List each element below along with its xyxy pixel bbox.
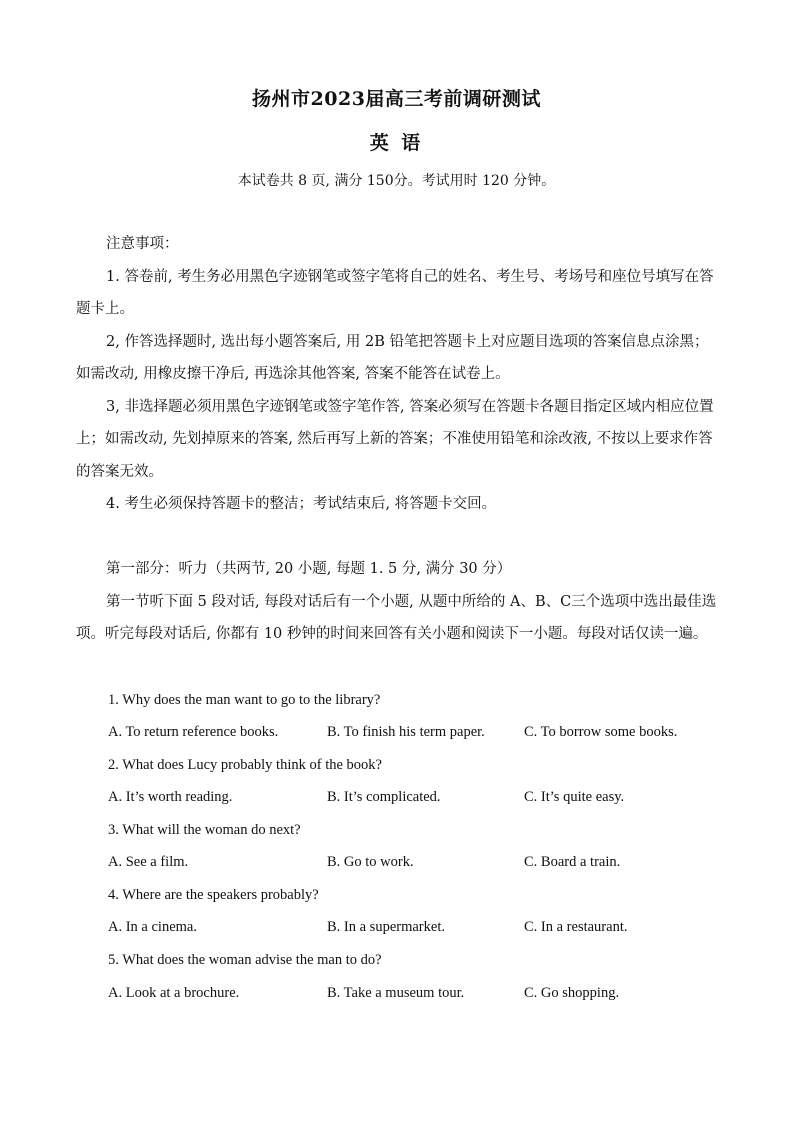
question-2-option-c: C. It’s quite easy. xyxy=(524,789,625,805)
note-item-1: 1. 答卷前, 考生务必用黑色字迹钢笔或签字笔将自己的姓名、考生号、考场号和座位号填写在答题卡上。 xyxy=(76,268,714,317)
question-4: 4. Where are the speakers probably? xyxy=(108,887,319,903)
question-2: 2. What does Lucy probably think of the book? xyxy=(108,757,382,773)
question-5: 5. What does the woman advise the man to do? xyxy=(108,952,382,968)
question-3-option-a: A. See a film. xyxy=(108,854,189,870)
question-2-option-a: A. It’s worth reading. xyxy=(108,789,233,805)
question-4-option-b: B. In a supermarket. xyxy=(327,919,445,935)
subject-title: 英 语 xyxy=(369,132,424,154)
question-5-option-b: B. Take a museum tour. xyxy=(327,985,465,1001)
notes-heading: 注意事项： xyxy=(106,236,179,252)
question-4-option-c: C. In a restaurant. xyxy=(524,919,628,935)
question-1-option-b: B. To finish his term paper. xyxy=(327,724,485,740)
section1-intro: 第一节听下面 5 段对话, 每段对话后有一个小题, 从题中所给的 A、B、C三个选项中选出最佳选项。听完每段对话后, 你都有 10 秒钟的时间来回答有关小题和阅读下一小题。每段对话仅读一遍。 xyxy=(76,593,717,642)
part1-section xyxy=(76,553,720,651)
question-3: 3. What will the woman do next? xyxy=(108,822,301,838)
question-1-option-a: A. To return reference books. xyxy=(108,724,279,740)
question-1-option-c: C. To borrow some books. xyxy=(524,724,678,740)
question-5-option-c: C. Go shopping. xyxy=(524,985,620,1001)
exam-info: 本试卷共 8 页, 满分 150分。考试用时 120 分钟。 xyxy=(237,173,556,189)
note-item-4: 4. 考生必须保持答题卡的整洁；考试结束后, 将答题卡交回。 xyxy=(106,496,497,512)
question-5-option-a: A. Look at a brochure. xyxy=(108,985,240,1001)
page-title: 扬州市2023届高三考前调研测试 xyxy=(252,88,541,110)
question-4-option-a: A. In a cinema. xyxy=(108,919,197,935)
note-item-3: 3, 非选择题必须用黑色字迹钢笔或签字笔作答, 答案必须写在答题卡各题目指定区域内相应位置上；如需改动, 先划掉原来的答案, 然后再写上新的答案；不准使用铅笔和涂改液, 不按以上要求作答的答案无效。 xyxy=(76,398,714,480)
question-3-option-c: C. Board a train. xyxy=(524,854,621,870)
question-3-option-b: B. Go to work. xyxy=(327,854,414,870)
notes-section xyxy=(76,228,720,521)
question-1: 1. Why does the man want to go to the library? xyxy=(108,692,381,708)
question-2-option-b: B. It’s complicated. xyxy=(327,789,441,805)
part1-heading: 第一部分：听力（共两节, 20 小题, 每题 1. 5 分, 满分 30 分） xyxy=(106,561,512,577)
note-item-2: 2, 作答选择题时, 选出每小题答案后, 用 2B 铅笔把答题卡上对应题目选项的答案信息点涂黑；如需改动, 用橡皮擦干净后, 再选涂其他答案, 答案不能答在试卷上。 xyxy=(76,333,709,382)
